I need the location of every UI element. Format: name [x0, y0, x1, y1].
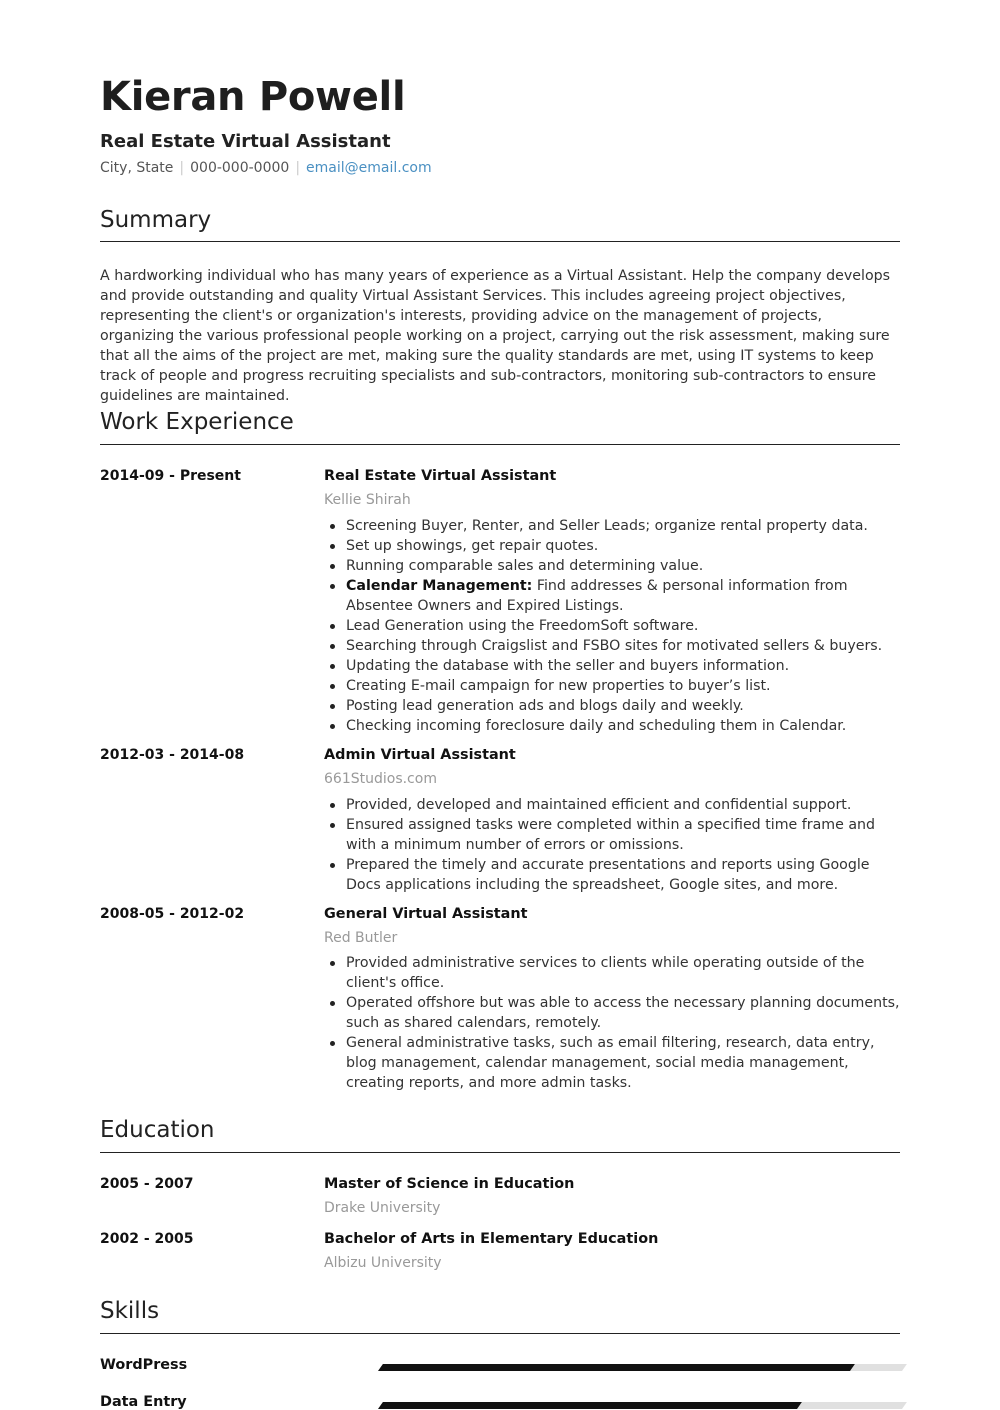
list-item: [324, 556, 904, 576]
job-role: Admin Virtual Assistant: [324, 747, 516, 763]
list-item: [324, 993, 904, 1033]
list-item: [324, 656, 904, 676]
job-role: General Virtual Assistant: [324, 906, 528, 922]
skills-heading: Skills: [100, 1298, 160, 1324]
bullet-text: Provided administrative services to clients while operating outside of the client's office.: [346, 955, 865, 991]
job-company: 661Studios.com: [324, 771, 437, 787]
list-item: [324, 855, 904, 895]
skill-level-bar: [378, 1402, 907, 1409]
bullet-bold-label: Calendar Management:: [346, 578, 533, 594]
bullet-text: Ensured assigned tasks were completed within a specified time frame and with a minimum number of errors or omissions.: [346, 817, 876, 853]
education-degree: Master of Science in Education: [324, 1176, 575, 1192]
list-item: [324, 795, 904, 815]
bullet-text: Prepared the timely and accurate presentations and reports using Google Docs applications including the spreadsheet, Google sites, and more.: [346, 857, 870, 893]
bullet-text: Creating E-mail campaign for new properties to buyer’s list.: [346, 678, 771, 694]
job-dates: 2012-03 - 2014-08: [100, 747, 245, 763]
bullet-text: Lead Generation using the FreedomSoft software.: [346, 618, 699, 634]
job-dates: 2008-05 - 2012-02: [100, 906, 245, 922]
bullet-text: Checking incoming foreclosure daily and scheduling them in Calendar.: [346, 718, 847, 734]
list-item: [324, 696, 904, 716]
list-item: [324, 536, 904, 556]
contact-separator: |: [179, 160, 185, 176]
skill-level-fill: [378, 1364, 854, 1371]
job-role: Real Estate Virtual Assistant: [324, 468, 557, 484]
education-school: Drake University: [324, 1200, 441, 1216]
section-divider: [100, 444, 900, 445]
bullet-text: Searching through Craigslist and FSBO sites for motivated sellers & buyers.: [346, 638, 883, 654]
bullet-text: Find addresses & personal information from Absentee Owners and Expired Listings.: [346, 578, 848, 614]
education-degree: Bachelor of Arts in Elementary Education: [324, 1231, 659, 1247]
contact-location: City, State: [100, 160, 174, 176]
bullet-text: Provided, developed and maintained efficient and confidential support.: [346, 797, 852, 813]
bullet-text: Updating the database with the seller and buyers information.: [346, 658, 790, 674]
summary-text: A hardworking individual who has many years of experience as a Virtual Assistant. Help the company develops and provide outstanding and quality Virtual Assistant Services. This includes agreeing project objectives, representing the client's or organization's interests, providing advice on the management of projects, organizing the various professional people working on a project, carrying out the risk assessment, making sure that all the aims of the project are met, making sure the quality standards are met, using IT systems to keep track of people and progress recruiting specialists and sub-contractors, monitoring sub-contractors to ensure guidelines are maintained.: [100, 268, 891, 404]
skill-level-fill: [378, 1402, 802, 1409]
job-company: Kellie Shirah: [324, 492, 411, 508]
candidate-name: Kieran Powell: [100, 74, 406, 120]
skill-name: Data Entry: [100, 1394, 187, 1410]
education-dates: 2005 - 2007: [100, 1176, 194, 1192]
list-item: [324, 1033, 904, 1093]
skill-name: WordPress: [100, 1357, 188, 1373]
list-item: [324, 716, 904, 736]
job-company: Red Butler: [324, 930, 398, 946]
section-divider: [100, 241, 900, 242]
skill-level-bar: [378, 1364, 907, 1371]
list-item: [324, 616, 904, 636]
list-item: [324, 815, 904, 855]
work-experience-heading: Work Experience: [100, 409, 294, 435]
education-dates: 2002 - 2005: [100, 1231, 194, 1247]
bullet-text: Posting lead generation ads and blogs daily and weekly.: [346, 698, 744, 714]
bullet-text: Screening Buyer, Renter, and Seller Leads; organize rental property data.: [346, 518, 868, 534]
contact-line: [100, 160, 432, 176]
job-bullet-list: [324, 795, 904, 895]
bullet-text: Operated offshore but was able to access the necessary planning documents, such as shared calendars, remotely.: [346, 995, 900, 1031]
contact-email-link[interactable]: email@email.com: [306, 160, 432, 176]
list-item: [324, 576, 904, 616]
job-bullet-list: [324, 516, 904, 736]
job-dates: 2014-09 - Present: [100, 468, 241, 484]
education-heading: Education: [100, 1117, 215, 1143]
bullet-text: Running comparable sales and determining value.: [346, 558, 704, 574]
section-divider: [100, 1152, 900, 1153]
education-school: Albizu University: [324, 1255, 442, 1271]
job-bullet-list: [324, 953, 904, 1093]
contact-phone: 000-000-0000: [190, 160, 290, 176]
summary-heading: Summary: [100, 207, 212, 233]
bullet-text: General administrative tasks, such as email filtering, research, data entry, blog management, calendar management, social media management, creating reports, and more admin tasks.: [346, 1035, 875, 1091]
contact-separator: |: [295, 160, 301, 176]
section-divider: [100, 1333, 900, 1334]
list-item: [324, 636, 904, 656]
list-item: [324, 516, 904, 536]
candidate-title: Real Estate Virtual Assistant: [100, 131, 391, 152]
list-item: [324, 953, 904, 993]
list-item: [324, 676, 904, 696]
bullet-text: Set up showings, get repair quotes.: [346, 538, 599, 554]
